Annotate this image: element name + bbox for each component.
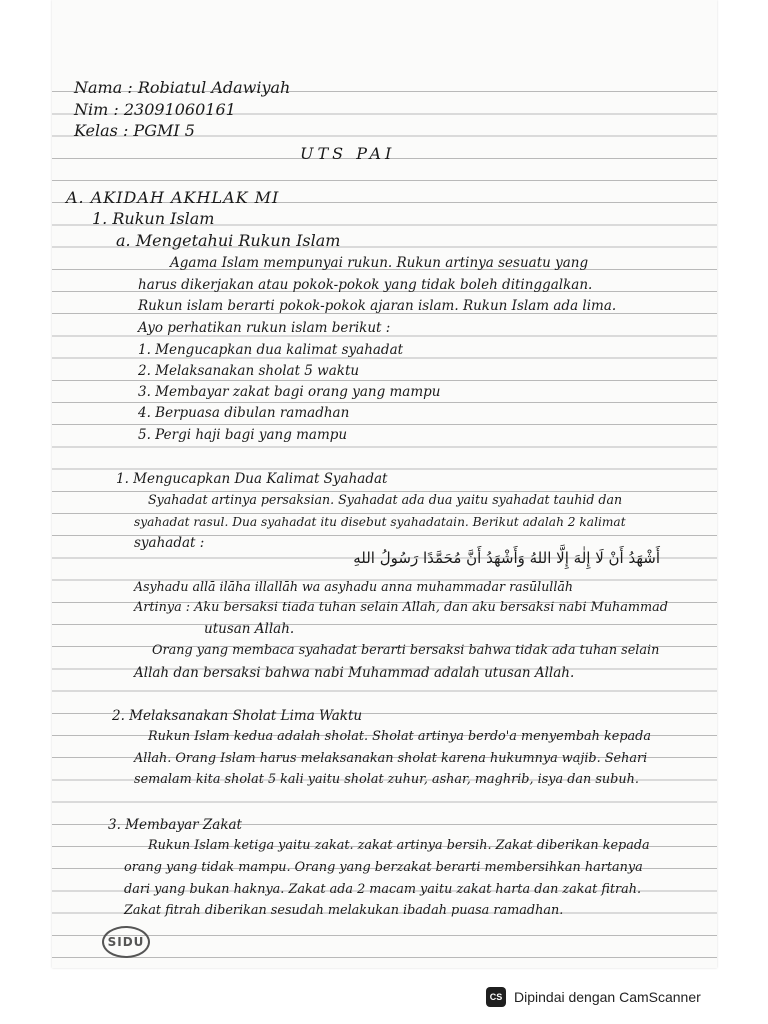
section-subtitle: 1. Rukun Islam (92, 209, 215, 228)
section-title: A. AKIDAH AKHLAK MI (66, 188, 280, 207)
part1-closing: Orang yang membaca syahadat berarti bersaksi bahwa tidak ada tuhan selain (152, 643, 660, 658)
part1-line: syahadat : (134, 535, 205, 551)
artinya-line: Artinya : Aku bersaksi tiada tuhan selain Allah, dan aku bersaksi nabi Muhammad (134, 600, 668, 615)
part3-line: dari yang bukan haknya. Zakat ada 2 macam yaitu zakat harta dan zakat fitrah. (124, 882, 642, 897)
part2-line: semalam kita sholat 5 kali yaitu sholat zuhur, ashar, maghrib, isya dan subuh. (134, 772, 639, 787)
list-item: 4. Berpuasa dibulan ramadhan (138, 405, 350, 421)
page-title: UTS PAI (300, 144, 396, 163)
syahadat-transliteration: Asyhadu allā ilāha illallāh wa asyhadu anna muhammadar rasūlullāh (134, 579, 573, 594)
intro-line: Ayo perhatikan rukun islam berikut : (138, 320, 391, 336)
part1-closing: Allah dan bersaksi bahwa nabi Muhammad adalah utusan Allah. (134, 665, 575, 681)
intro-line: Rukun islam berarti pokok-pokok ajaran islam. Rukun Islam ada lima. (138, 298, 617, 314)
part1-line: Syahadat artinya persaksian. Syahadat ada dua yaitu syahadat tauhid dan (148, 492, 623, 507)
artinya-line: utusan Allah. (204, 621, 295, 637)
part3-line: orang yang tidak mampu. Orang yang berzakat berarti membersihkan hartanya (124, 860, 643, 875)
camscanner-footer (486, 986, 701, 1008)
part3-line: Rukun Islam ketiga yaitu zakat. zakat artinya bersih. Zakat diberikan kepada (148, 838, 650, 853)
nim-line: Nim : 23091060161 (74, 100, 236, 119)
list-item: 5. Pergi haji bagi yang mampu (138, 427, 348, 443)
part1-heading: 1. Mengucapkan Dua Kalimat Syahadat (116, 471, 388, 487)
part3-line: Zakat fitrah diberikan sesudah melakukan ibadah puasa ramadhan. (124, 903, 564, 918)
subsection-a: a. Mengetahui Rukun Islam (116, 231, 341, 250)
nama-line: Nama : Robiatul Adawiyah (74, 78, 291, 97)
camscanner-text: Dipindai dengan CamScanner (514, 989, 701, 1005)
list-item: 1. Mengucapkan dua kalimat syahadat (138, 342, 404, 358)
syahadat-arabic: أَشْهَدُ أَنْ لَا إِلٰهَ إِلَّا اللهُ وَأَشْهَدُ أَنَّ مُحَمَّدًا رَسُولُ اللهِ (353, 549, 660, 567)
kelas-line: Kelas : PGMI 5 (74, 121, 195, 140)
camscanner-icon: CS (486, 987, 506, 1007)
part2-heading: 2. Melaksanakan Sholat Lima Waktu (112, 708, 363, 724)
notebook-brand-logo: SIDU (102, 926, 150, 958)
part1-line: syahadat rasul. Dua syahadat itu disebut syahadatain. Berikut adalah 2 kalimat (134, 515, 626, 529)
list-item: 2. Melaksanakan sholat 5 waktu (138, 363, 360, 379)
part2-line: Allah. Orang Islam harus melaksanakan sholat karena hukumnya wajib. Sehari (134, 751, 648, 766)
part3-heading: 3. Membayar Zakat (108, 817, 242, 833)
part2-line: Rukun Islam kedua adalah sholat. Sholat artinya berdo'a menyembah kepada (148, 729, 651, 744)
intro-line: Agama Islam mempunyai rukun. Rukun artinya sesuatu yang (170, 255, 589, 271)
list-item: 3. Membayar zakat bagi orang yang mampu (138, 384, 441, 400)
intro-line: harus dikerjakan atau pokok-pokok yang tidak boleh ditinggalkan. (138, 277, 593, 293)
